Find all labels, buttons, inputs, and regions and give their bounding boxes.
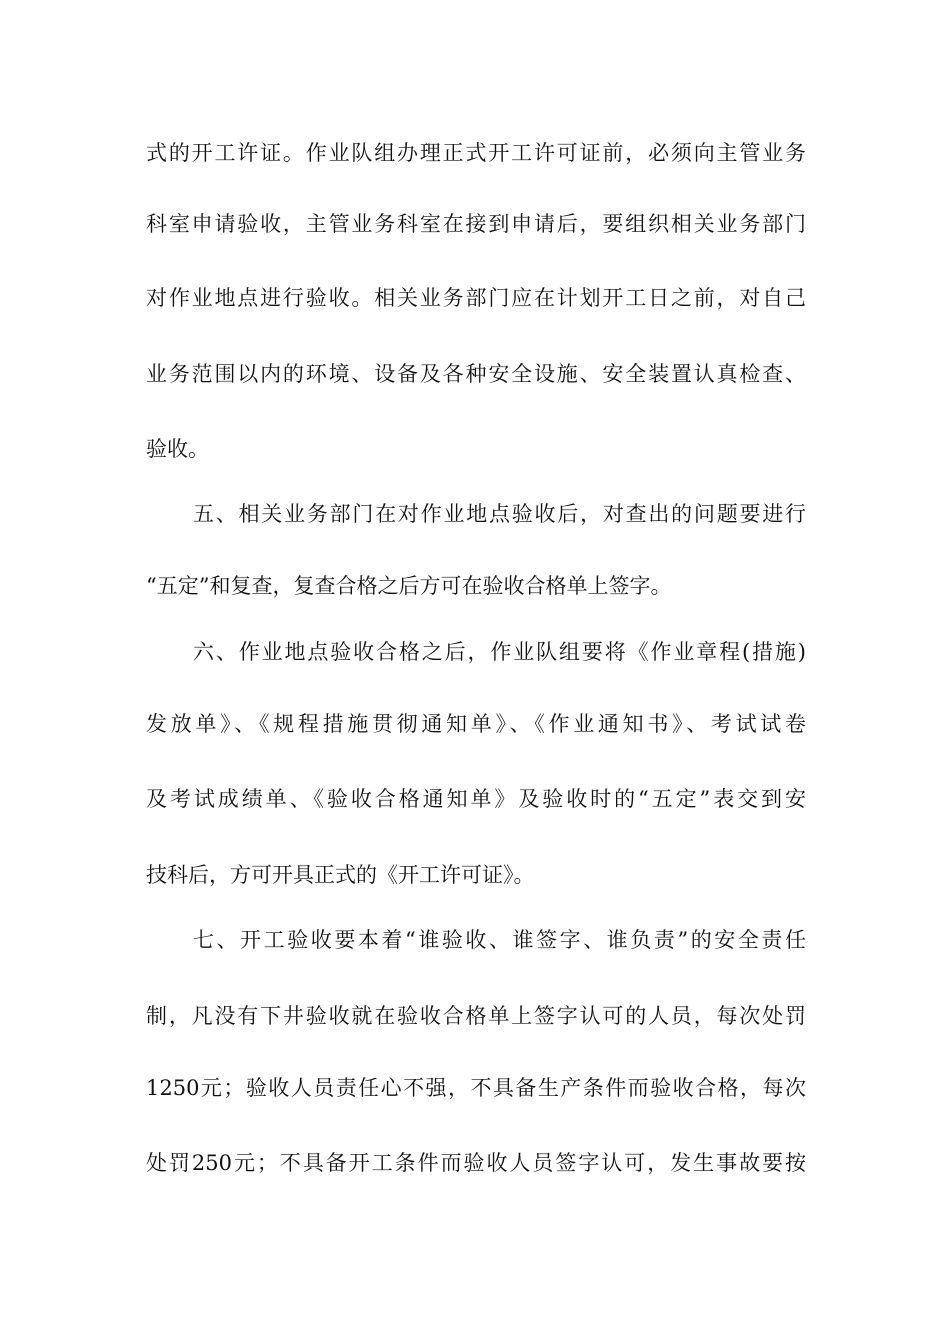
text-line: 验收。	[146, 437, 209, 461]
text-line: 对作业地点进行验收。相关业务部门应在计划开工日之前，对自己	[146, 286, 806, 310]
text-line: 业务范围以内的环境、设备及各种安全设施、安全装置认真检查、	[146, 362, 806, 386]
text-line: 及考试成绩单、《验收合格通知单》及验收时的“五定”表交到安	[146, 787, 806, 811]
text-line: 式的开工许证。作业队组办理正式开工许可证前，必须向主管业务	[146, 141, 806, 165]
text-line: 六、作业地点验收合格之后，作业队组要将《作业章程(措施)	[193, 640, 806, 664]
text-line: 发放单》、《规程措施贯彻通知单》、《作业通知书》、考试试卷	[146, 712, 806, 736]
text-line: 处罚250元；不具备开工条件而验收人员签字认可，发生事故要按	[146, 1151, 806, 1175]
text-line: 制，凡没有下井验收就在验收合格单上签字认可的人员，每次处罚	[146, 1004, 806, 1028]
text-line: 五、相关业务部门在对作业地点验收后，对查出的问题要进行	[193, 502, 806, 526]
text-line: 科室申请验收，主管业务科室在接到申请后，要组织相关业务部门	[146, 212, 806, 236]
text-line: 技科后，方可开具正式的《开工许可证》。	[146, 863, 535, 887]
text-line: “五定”和复查，复查合格之后方可在验收合格单上签字。	[146, 574, 672, 598]
text-line: 七、开工验收要本着“谁验收、谁签字、谁负责”的安全责任	[193, 928, 806, 952]
text-line: 1250元；验收人员责任心不强，不具备生产条件而验收合格，每次	[146, 1076, 806, 1100]
